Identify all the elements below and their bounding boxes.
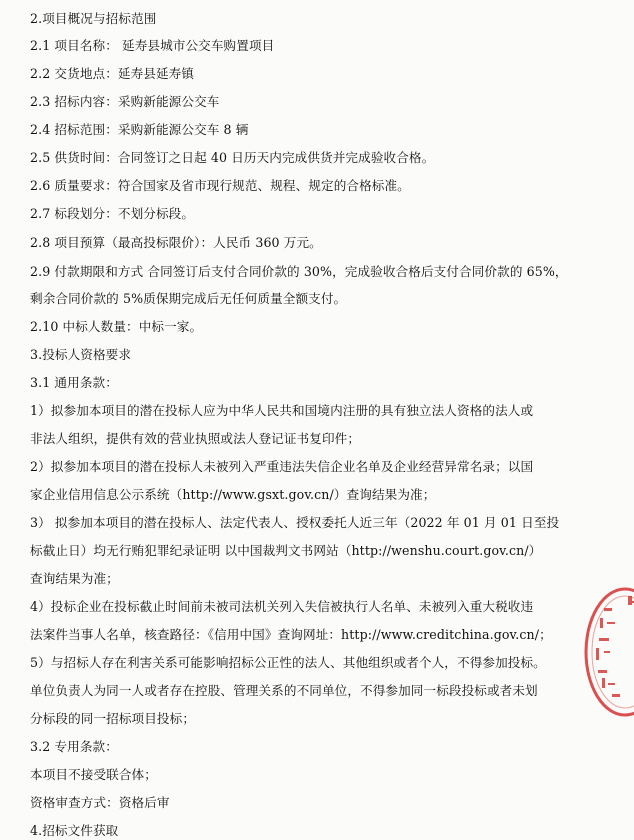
item-3-1-general-terms: 3.1 通用条款： [30, 375, 118, 390]
item-3-2-special-terms: 3.2 专用条款： [30, 739, 118, 754]
item-2-10-winner-count: 2.10 中标人数量：中标一家。 [30, 319, 203, 334]
item-2-5-supply-time: 2.5 供货时间：合同签订之日起 40 日历天内完成供货并完成验收合格。 [30, 150, 435, 165]
item-2-9-payment-terms: 2.9 付款期限和方式 合同签订后支付合同价款的 30%，完成验收合格后支付合同价款的 65%， [30, 264, 568, 279]
clause-4-cont: 法案件当事人名单，核查路径：《信用中国》查询网址：http://www.creditchina.gov.cn/； [30, 627, 552, 642]
item-2-7-lot-division: 2.7 标段划分：不划分标段。 [30, 206, 195, 221]
clause-5: 5）与招标人存在利害关系可能影响招标公正性的法人、其他组织或者个人，不得参加投标。 [30, 655, 546, 670]
section-2-heading: 2.项目概况与招标范围 [30, 11, 157, 26]
clause-1-cont: 非法人组织，提供有效的营业执照或法人登记证书复印件； [30, 431, 361, 446]
no-consortium: 本项目不接受联合体； [30, 767, 157, 782]
item-2-4-tender-scope: 2.4 招标范围：采购新能源公交车 8 辆 [30, 122, 249, 137]
clause-5-cont: 单位负责人为同一人或者存在控股、管理关系的不同单位，不得参加同一标段投标或者未划 [30, 683, 538, 698]
item-2-8-project-budget: 2.8 项目预算（最高投标限价）：人民币 360 万元。 [30, 235, 322, 250]
qualification-review-method: 资格审查方式：资格后审 [30, 795, 170, 810]
clause-2: 2）拟参加本项目的潜在投标人未被列入严重违法失信企业名单及企业经营异常名录；以国 [30, 459, 534, 474]
section-3-heading: 3.投标人资格要求 [30, 347, 132, 362]
clause-3-cont-2: 查询结果为准； [30, 571, 119, 586]
clause-5-cont-2: 分标段的同一招标项目投标； [30, 711, 196, 726]
item-2-1-project-name: 2.1 项目名称： 延寿县城市公交车购置项目 [30, 38, 275, 53]
item-2-9-payment-terms-cont: 剩余合同价款的 5%质保期完成后无任何质量全额支付。 [30, 291, 347, 306]
clause-3-cont: 标截止日）均无行贿犯罪纪录证明 以中国裁判文书网站（http://wenshu.court.gov.cn/） [30, 543, 542, 558]
clause-1: 1）拟参加本项目的潜在投标人应为中华人民共和国境内注册的具有独立法人资格的法人或 [30, 403, 534, 418]
clause-4: 4）投标企业在投标截止时间前未被司法机关列入失信被执行人名单、未被列入重大税收违 [30, 599, 534, 614]
item-2-3-tender-content: 2.3 招标内容：采购新能源公交车 [30, 94, 220, 109]
item-2-6-quality-requirement: 2.6 质量要求：符合国家及省市现行规范、规程、规定的合格标准。 [30, 178, 410, 193]
clause-3: 3） 拟参加本项目的潜在投标人、法定代表人、授权委托人近三年（2022 年 01 月 01 日至投 [30, 515, 560, 530]
section-4-heading: 4.招标文件获取 [30, 823, 119, 838]
item-2-2-delivery-location: 2.2 交货地点：延寿县延寿镇 [30, 66, 195, 81]
clause-2-cont: 家企业信用信息公示系统（http://www.gsxt.gov.cn/）查询结果为准； [30, 487, 436, 502]
